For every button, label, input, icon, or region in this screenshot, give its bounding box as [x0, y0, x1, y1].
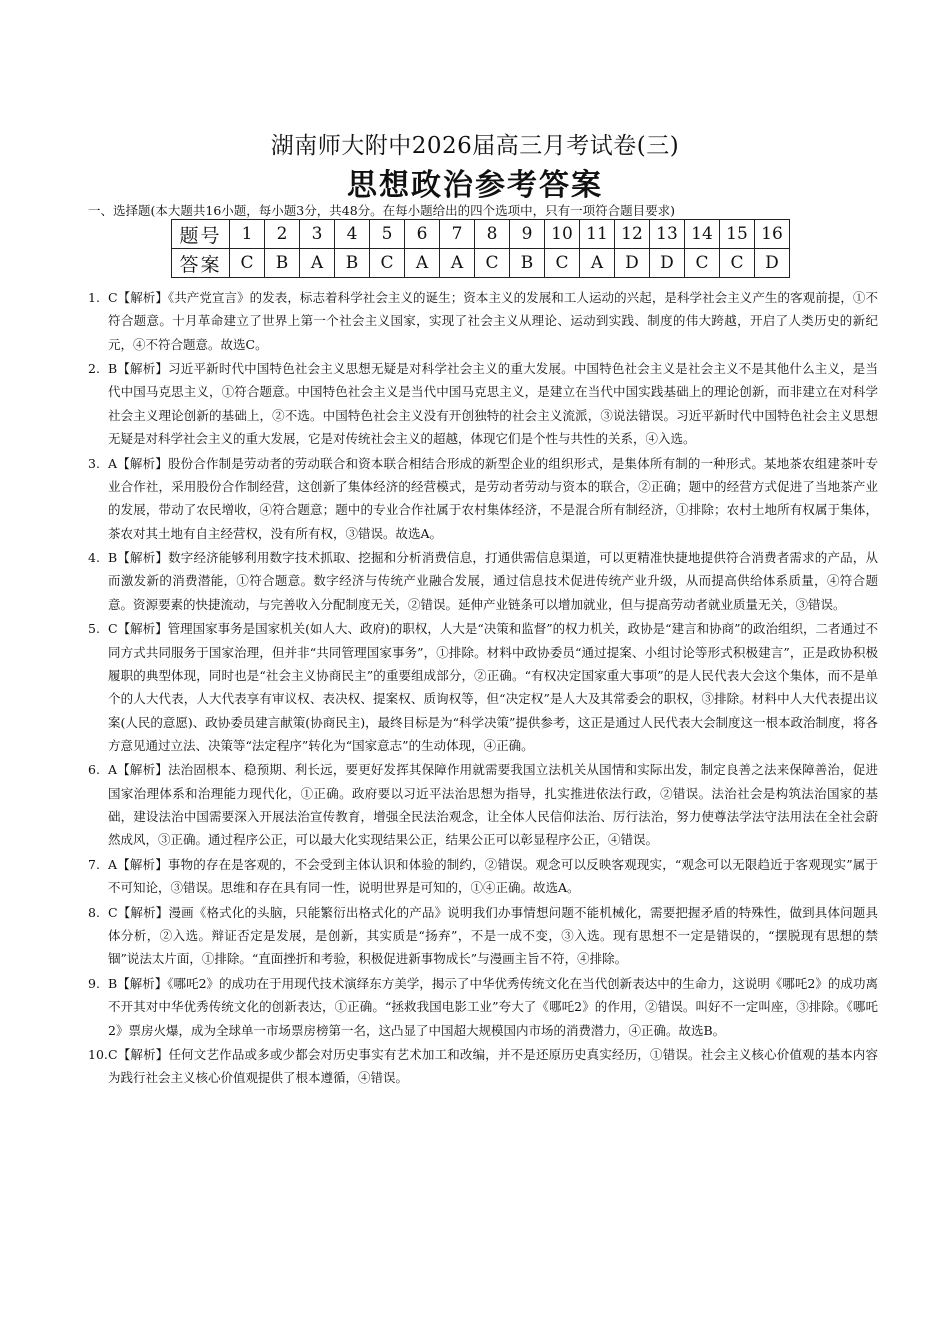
question-number-cell: 2: [265, 220, 300, 249]
answer-cell: D: [755, 249, 790, 278]
question-number-cell: 16: [755, 220, 790, 249]
item-body: [108, 853, 878, 900]
analysis-tag: 【解析】: [117, 762, 168, 778]
item-answer: B: [108, 975, 118, 991]
item-body: [108, 617, 878, 757]
item-number: 5.: [88, 621, 100, 637]
list-item: [88, 972, 878, 1042]
item-answer: B: [108, 361, 118, 377]
item-number: 2.: [88, 361, 100, 377]
answer-cell: C: [230, 249, 265, 278]
item-number: 6.: [88, 762, 100, 778]
item-body: [108, 357, 878, 450]
answer-label: 答案: [172, 249, 230, 278]
item-number: 4.: [88, 550, 100, 566]
answer-row: [172, 249, 790, 278]
analysis-tag: 【解析】: [117, 361, 169, 377]
analysis-tag: 【解析】: [117, 1047, 169, 1063]
question-number-cell: 1: [230, 220, 265, 249]
item-text: 事物的存在是客观的，不会受到主体认识和体验的制约，②错误。观念可以反映客观现实，“观念可以无限趋近于客观现实”属于不可知论，③错误。思维和存在具有同一性，说明世界是可知的，①④正确。故选A。: [108, 856, 878, 896]
item-answer: C: [108, 1047, 118, 1063]
list-item: [88, 1043, 878, 1090]
list-item: [88, 617, 878, 757]
item-answer: A: [108, 455, 118, 471]
item-answer: A: [108, 762, 118, 778]
item-text: 《哪吒2》的成功在于用现代技术演绎东方美学，揭示了中华优秀传统文化在当代创新表达中的生命力，这说明《哪吒2》的成功离不开其对中华优秀传统文化的创新表达，①正确。“拯救我国电影工业”夸大了《哪吒2》的作用，②错误。叫好不一定叫座，③排除。《哪吒2》票房火爆，成为全球单一市场票房榜第一名，这凸显了中国超大规模国内市场的消费潜力，④正确。故选B。: [108, 975, 878, 1038]
section-heading: 一、选择题(本大题共16小题，每小题3分，共48分。在每小题给出的四个选项中，只有一项符合题目要求): [88, 203, 676, 218]
question-number-cell: 5: [370, 220, 405, 249]
question-number-row: [172, 220, 790, 249]
question-number-label: 题号: [172, 220, 230, 249]
item-body: [108, 286, 878, 356]
answer-cell: A: [440, 249, 475, 278]
item-number: 8.: [88, 904, 100, 920]
item-body: [108, 546, 878, 616]
answer-cell: B: [510, 249, 545, 278]
question-number-cell: 9: [510, 220, 545, 249]
item-text: 管理国家事务是国家机关(如人大、政府)的职权，人大是“决策和监督”的权力机关，政协是“建言和协商”的政治组织，二者通过不同方式共同服务于国家治理，但并非“共同管理国家事务”，①排除。材料中政协委员“通过提案、小组讨论等形式积极建言”，正是政协积极履职的典型体现，同时也是“社会主义协商民主”的重要组成部分，②正确。“有权决定国家重大事项”的是人民代表大会这个集体，而不是单个的人大代表，人大代表享有审议权、表决权、提案权、质询权等，但“决定权”是人大及其常委会的职权，③排除。材料中人大代表提出议案(人民的意愿)、政协委员建言献策(协商民主)，最终目标是为“科学决策”提供参考，这正是通过人民代表大会制度这一根本政治制度，将各方意见通过立法、决策等“法定程序”转化为“国家意志”的生动体现，④正确。: [108, 621, 878, 753]
item-answer: C: [108, 621, 118, 637]
answer-cell: B: [335, 249, 370, 278]
item-answer: A: [108, 856, 118, 872]
item-body: [108, 452, 878, 545]
answer-cell: A: [300, 249, 335, 278]
answer-table: [171, 219, 790, 278]
item-number: 7.: [88, 856, 100, 872]
item-text: 漫画《格式化的头脑，只能繁衍出格式化的产品》说明我们办事情想问题不能机械化，需要把握矛盾的特殊性，做到具体问题具体分析，②入选。辩证否定是发展，是创新，其实质是“扬弃”，不是一成不变，③入选。现有思想不一定是错误的，“摆脱现有思想的禁锢”说法太片面，①排除。“直面挫折和考验，积极促进新事物成长”与漫画主旨不符，④排除。: [108, 904, 878, 967]
list-item: [88, 357, 878, 450]
analysis-tag: 【解析】: [117, 904, 169, 920]
answer-cell: C: [475, 249, 510, 278]
item-text: 习近平新时代中国特色社会主义思想无疑是对科学社会主义的重大发展。中国特色社会主义是社会主义不是其他什么主义，是当代中国马克思主义，①符合题意。中国特色社会主义是当代中国马克思主义，是建立在当代中国实践基础上的理论创新，而非建立在对科学社会主义理论创新的基础上，②不选。中国特色社会主义没有开创独特的社会主义流派，③说法错误。习近平新时代中国特色社会主义思想无疑是对科学社会主义的重大发展，它是对传统社会主义的超越，体现它们是个性与共性的关系，④入选。: [108, 361, 878, 447]
item-body: [108, 901, 878, 971]
item-text: 任何文艺作品或多或少都会对历史事实有艺术加工和改编，并不是还原历史真实经历，①错误。社会主义核心价值观的基本内容为践行社会主义核心价值观提供了根本遵循，④错误。: [108, 1047, 878, 1086]
list-item: [88, 286, 878, 356]
question-number-cell: 10: [545, 220, 580, 249]
list-item: [88, 758, 878, 851]
explanation-list: [88, 286, 878, 1091]
answer-cell: C: [720, 249, 755, 278]
analysis-tag: 【解析】: [117, 455, 168, 471]
item-answer: C: [108, 904, 118, 920]
item-text: 股份合作制是劳动者的劳动联合和资本联合相结合形成的新型企业的组织形式，是集体所有制的一种形式。某地茶农组建茶叶专业合作社，采用股份合作制经营，这创新了集体经济的经营模式，是劳动者劳动与资本的联合，②正确；题中的经营方式促进了当地茶产业的发展，带动了农民增收，④符合题意；题中的专业合作社属于农村集体经济，不是混合所有制经济，①排除；农村土地所有权属于集体，茶农对其土地有自主经营权，没有所有权，③错误。故选A。: [108, 455, 878, 541]
question-number-cell: 8: [475, 220, 510, 249]
question-number-cell: 13: [650, 220, 685, 249]
item-number: 10.: [88, 1047, 108, 1063]
item-text: 数字经济能够利用数字技术抓取、挖掘和分析消费信息，打通供需信息渠道，可以更精准快捷地提供符合消费者需求的产品，从而激发新的消费潜能，①符合题意。数字经济与传统产业融合发展，通过信息技术促进传统产业升级，从而提高供给体系质量，④符合题意。资源要素的快捷流动，与完善收入分配制度无关，②错误。延伸产业链条可以增加就业，但与提高劳动者就业质量无关，③错误。: [108, 550, 878, 612]
item-answer: B: [108, 550, 118, 566]
exam-title: 湖南师大附中2026届高三月考试卷(三): [270, 133, 680, 159]
question-number-cell: 7: [440, 220, 475, 249]
item-text: 《共产党宣言》的发表，标志着科学社会主义的诞生；资本主义的发展和工人运动的兴起，是科学社会主义产生的客观前提，①不符合题意。十月革命建立了世界上第一个社会主义国家，实现了社会主义从理论、运动到实践、制度的伟大跨越，开启了人类历史的新纪元，④不符合题意。故选C。: [108, 290, 878, 352]
question-number-cell: 12: [615, 220, 650, 249]
answer-cell: D: [650, 249, 685, 278]
item-number: 9.: [88, 975, 100, 991]
item-answer: C: [108, 290, 118, 305]
answer-cell: D: [615, 249, 650, 278]
answer-cell: C: [685, 249, 720, 278]
item-body: [108, 1043, 878, 1090]
answer-cell: B: [265, 249, 300, 278]
answer-key-title: 思想政治参考答案: [347, 168, 603, 203]
answer-cell: C: [370, 249, 405, 278]
item-body: [108, 972, 878, 1042]
question-number-cell: 14: [685, 220, 720, 249]
item-number: 3.: [88, 455, 100, 471]
list-item: [88, 452, 878, 545]
question-number-cell: 4: [335, 220, 370, 249]
answer-cell: A: [405, 249, 440, 278]
analysis-tag: 【解析】: [117, 621, 168, 637]
question-number-cell: 15: [720, 220, 755, 249]
item-body: [108, 758, 878, 851]
item-text: 法治固根本、稳预期、利长远，要更好发挥其保障作用就需要我国立法机关从国情和实际出发，制定良善之法来保障善治，促进国家治理体系和治理能力现代化，①正确。政府要以习近平法治思想为指导，扎实推进依法行政，②错误。法治社会是构筑法治国家的基础，建设法治中国需要深入开展法治宣传教育，增强全民法治观念，让全体人民信仰法治、厉行法治，努力使尊法学法守法用法在全社会蔚然成风，③正确。通过程序公正，可以最大化实现结果公正，结果公正可以彰显程序公正，④错误。: [108, 762, 878, 848]
analysis-tag: 【解析】: [117, 856, 168, 872]
question-number-cell: 3: [300, 220, 335, 249]
analysis-tag: 【解析】: [117, 975, 168, 991]
list-item: [88, 901, 878, 971]
question-number-cell: 6: [405, 220, 440, 249]
item-number: 1.: [88, 290, 100, 305]
question-number-cell: 11: [580, 220, 615, 249]
answer-cell: C: [545, 249, 580, 278]
analysis-tag: 【解析】: [117, 290, 168, 305]
analysis-tag: 【解析】: [117, 550, 169, 566]
list-item: [88, 853, 878, 900]
list-item: [88, 546, 878, 616]
answer-cell: A: [580, 249, 615, 278]
